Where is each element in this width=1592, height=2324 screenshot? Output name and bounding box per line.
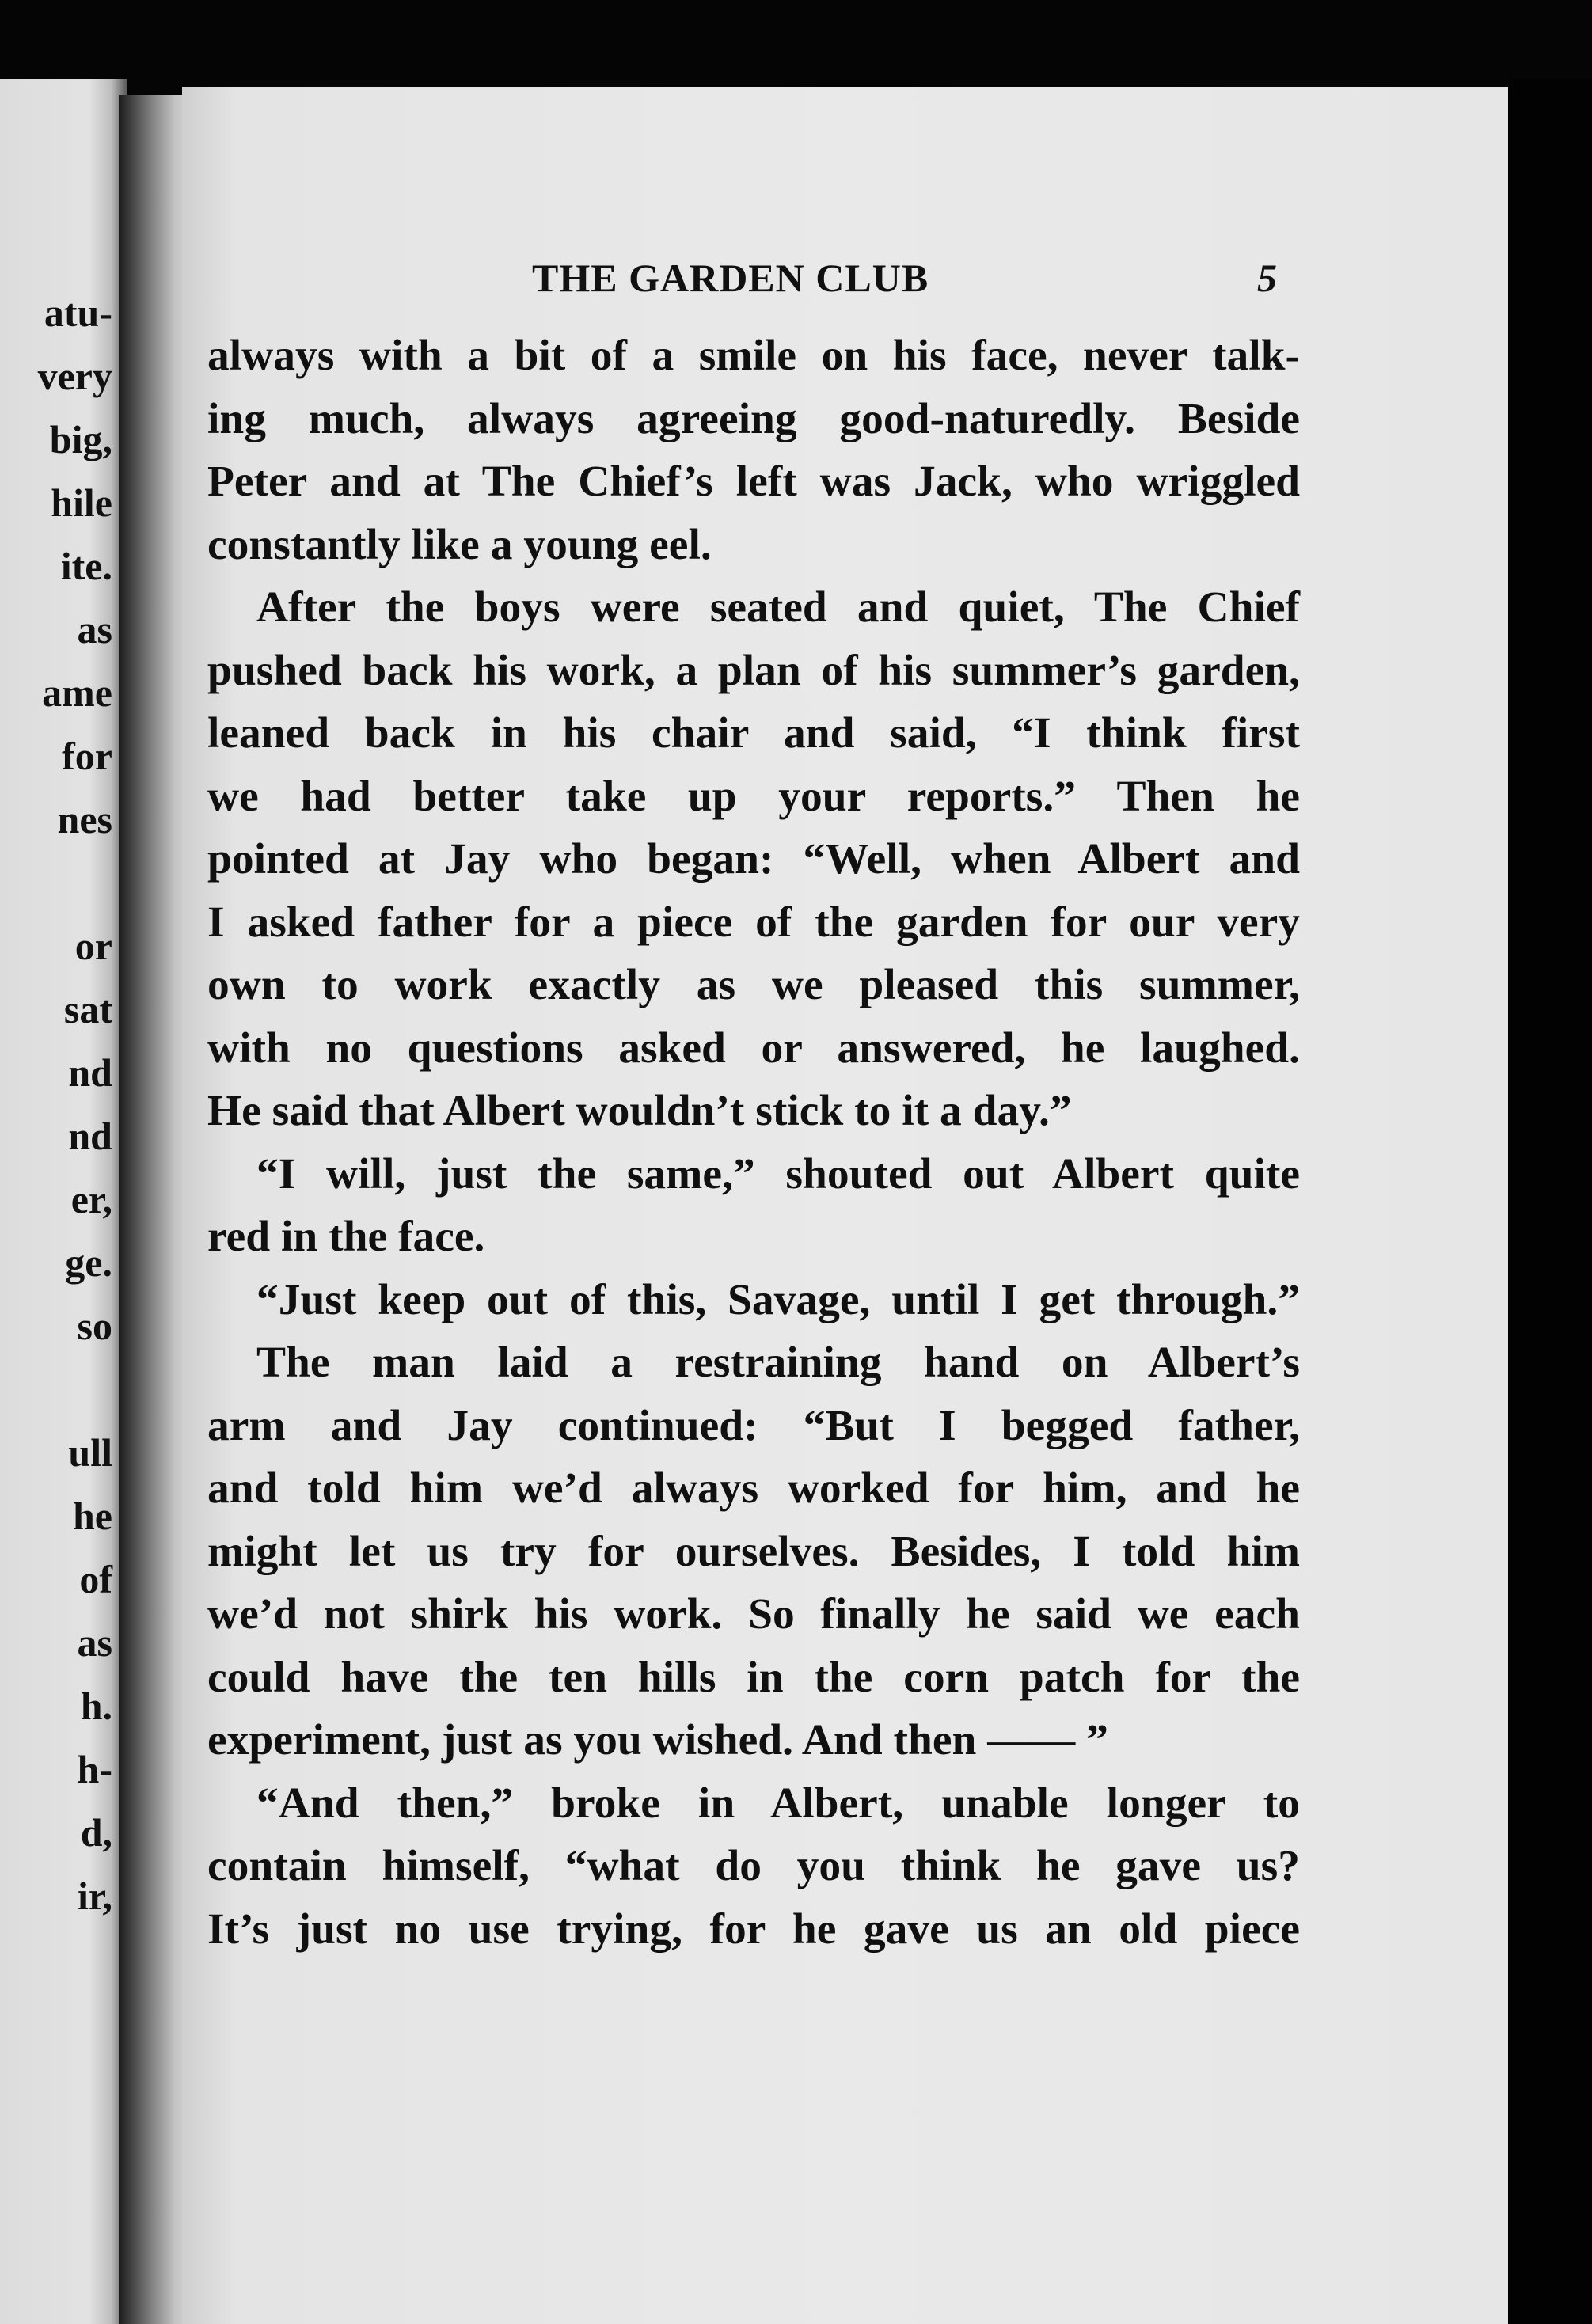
facing-page-fragment: ite. bbox=[60, 544, 112, 588]
text-line: leaned back in his chair and said, “I think first bbox=[207, 709, 1300, 758]
text-line: I asked father for a piece of the garden for our very bbox=[207, 898, 1300, 947]
text-line: could have the ten hills in the corn patch for the bbox=[207, 1653, 1300, 1702]
text-line: The man laid a restraining hand on Albert’s bbox=[256, 1339, 1300, 1387]
text-line: After the boys were seated and quiet, The Chief bbox=[256, 583, 1300, 632]
text-line: Peter and at The Chief’s left was Jack, who wriggled bbox=[207, 458, 1300, 506]
facing-page-fragment: big, bbox=[49, 417, 112, 461]
facing-page-fragment: h- bbox=[77, 1747, 112, 1791]
facing-page-fragment: ir, bbox=[78, 1874, 112, 1918]
text-line: experiment, just as you wished. And then —— ” bbox=[207, 1716, 1108, 1764]
facing-page-fragment: er, bbox=[70, 1177, 112, 1221]
facing-page-edge bbox=[0, 79, 127, 2324]
text-line: we had better take up your reports.” Then he bbox=[207, 772, 1300, 821]
facing-page-fragment: as bbox=[77, 607, 112, 651]
facing-page-fragment: very bbox=[37, 354, 112, 398]
facing-page-fragment: ame bbox=[42, 670, 112, 715]
page-number: 5 bbox=[1257, 256, 1277, 300]
text-line: with no questions asked or answered, he laughed. bbox=[207, 1023, 1300, 1073]
facing-page-fragment: so bbox=[77, 1304, 112, 1348]
facing-page-fragment: nd bbox=[68, 1114, 112, 1158]
facing-page-fragment: for bbox=[62, 734, 112, 778]
facing-page-fragment: h. bbox=[80, 1684, 112, 1728]
text-line: arm and Jay continued: “But I begged father, bbox=[207, 1401, 1300, 1450]
running-head: THE GARDEN CLUB bbox=[532, 256, 929, 300]
page-right-border bbox=[1508, 79, 1592, 2324]
facing-page-fragment: atu- bbox=[44, 290, 112, 335]
text-line: “Just keep out of this, Savage, until I get through.” bbox=[256, 1275, 1300, 1324]
text-line: “And then,” broke in Albert, unable longer to bbox=[256, 1779, 1300, 1828]
text-line: pointed at Jay who began: “Well, when Albert and bbox=[207, 835, 1300, 883]
facing-page-fragment: hile bbox=[51, 480, 112, 525]
text-line: constantly like a young eel. bbox=[207, 520, 712, 569]
facing-page-fragment: nes bbox=[57, 797, 112, 841]
facing-page-fragment: d, bbox=[80, 1810, 112, 1855]
text-line: we’d not shirk his work. So finally he said we each bbox=[207, 1590, 1300, 1639]
facing-page-fragment: ull bbox=[68, 1430, 112, 1475]
facing-page-fragment: or bbox=[74, 924, 112, 968]
text-line: It’s just no use trying, for he gave us an old piece bbox=[207, 1904, 1300, 1954]
text-line: red in the face. bbox=[207, 1213, 485, 1261]
facing-page-fragment: he bbox=[73, 1494, 112, 1538]
text-line: pushed back his work, a plan of his summer’s garden, bbox=[207, 646, 1300, 695]
facing-page-fragment: as bbox=[77, 1620, 112, 1665]
facing-page-fragment: nd bbox=[68, 1050, 112, 1095]
facing-page-fragment: of bbox=[79, 1557, 112, 1601]
text-line: contain himself, “what do you think he gave us? bbox=[207, 1842, 1300, 1890]
text-line: and told him we’d always worked for him, and he bbox=[207, 1464, 1300, 1513]
text-line: own to work exactly as we pleased this summer, bbox=[207, 961, 1300, 1009]
body-text bbox=[207, 325, 1300, 1961]
text-line: He said that Albert wouldn’t stick to it a day.” bbox=[207, 1087, 1072, 1135]
text-line: ing much, always agreeing good-naturedly. Beside bbox=[207, 394, 1300, 443]
facing-page-fragment: sat bbox=[63, 987, 112, 1031]
facing-page-fragment: ge. bbox=[65, 1240, 112, 1285]
text-line: “I will, just the same,” shouted out Albert quite bbox=[256, 1149, 1300, 1198]
text-line: might let us try for ourselves. Besides, I told him bbox=[207, 1527, 1300, 1576]
text-line: always with a bit of a smile on his face, never talk- bbox=[207, 332, 1300, 380]
